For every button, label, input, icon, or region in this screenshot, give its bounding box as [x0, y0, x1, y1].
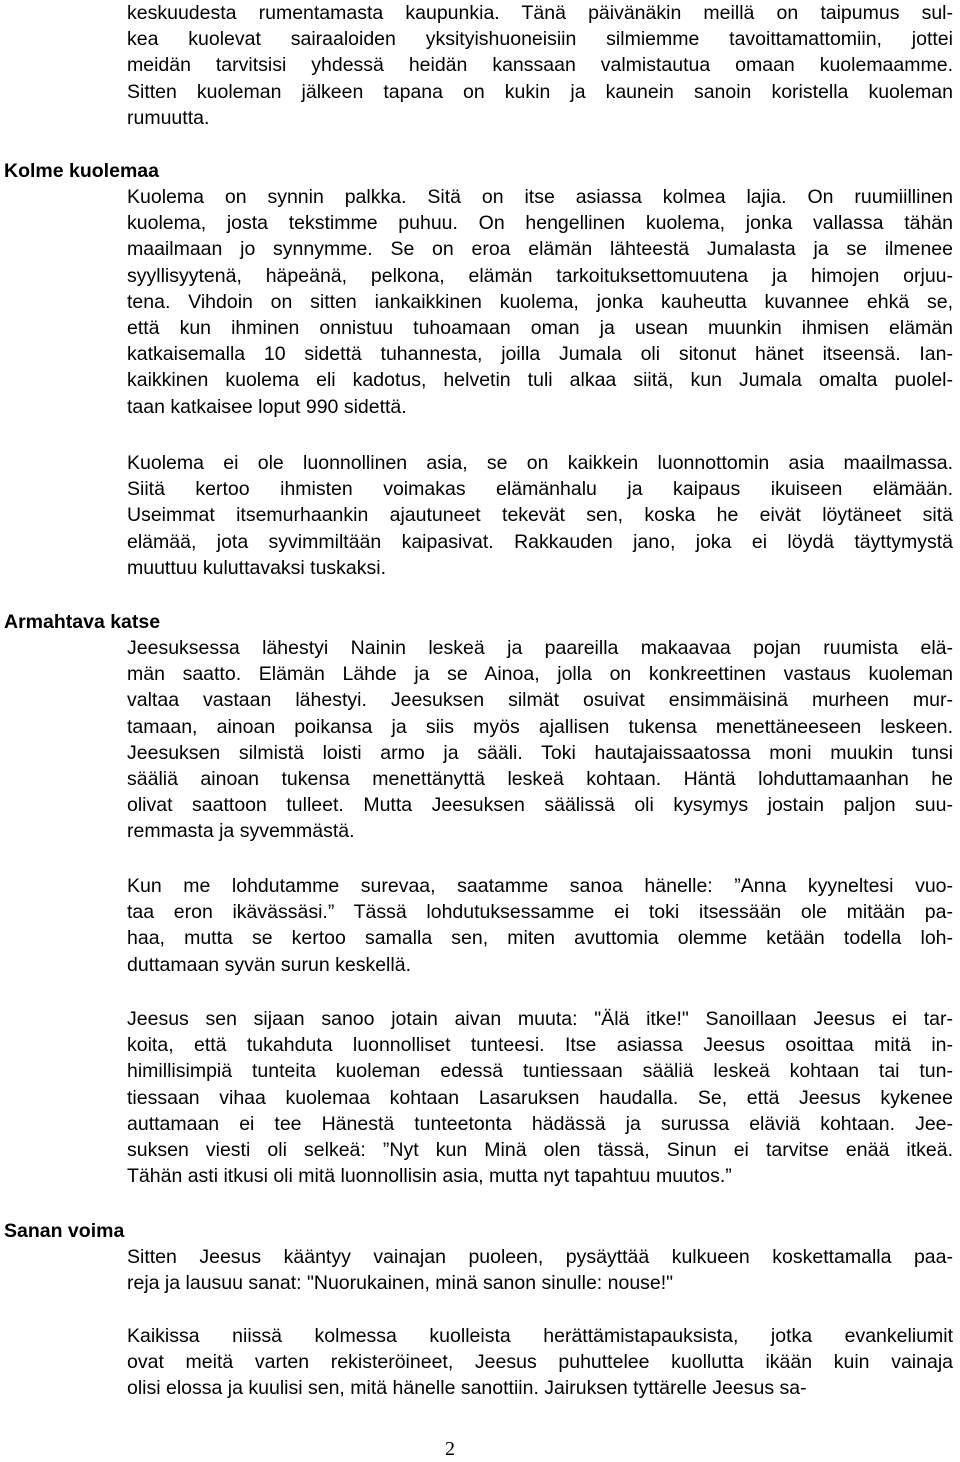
text-line: meidän tarvitsisi yhdessä heidän kanssaan valmistautua omaan kuolemaamme.	[127, 54, 953, 77]
section1-paragraph-1	[127, 184, 953, 420]
text-line: ovat meitä varten rekisteröineet, Jeesus puhuttelee kuollutta ikään kuin vainaja	[127, 1351, 953, 1374]
text-line: Sitten kuoleman jälkeen tapana on kukin ja kaunein sanoin koristella kuoleman	[127, 80, 953, 103]
text-line: tiessaan vihaa kuolemaa kohtaan Lasaruksen haudalla. Se, että Jeesus kykenee	[127, 1086, 953, 1109]
text-line: kea kuolevat sairaaloiden yksityishuoneisiin silmiemme tavoittamattomiin, jottei	[127, 28, 953, 51]
page-number: 2	[445, 1438, 455, 1460]
text-line: muuttuu kuluttavaksi tuskaksi.	[127, 556, 387, 579]
text-line: koita, että tukahduta luonnolliset tunteesi. Itse asiassa Jeesus osoittaa mitä in-	[127, 1034, 953, 1057]
text-line: kuolema, josta tekstimme puhuu. On hengellinen kuolema, jonka vallassa tähän	[127, 212, 953, 235]
text-line: olivat saattoon tulleet. Mutta Jeesuksen säälissä oli kysymys jostain paljon suu-	[127, 794, 953, 817]
section2-paragraph-2	[127, 873, 953, 978]
text-line: Tähän asti itkusi oli mitä luonnollisin asia, mutta nyt tapahtuu muutos.”	[127, 1165, 732, 1188]
text-line: himillisimpiä tunteita kuoleman edessä tuntiessaan sääliä leskeä kohtaan tai tun-	[127, 1060, 953, 1083]
section2-paragraph-3	[127, 1006, 953, 1189]
section-heading-armahtava-katse: Armahtava katse	[4, 611, 161, 633]
text-line: syyllisyytenä, häpeänä, pelkona, elämän tarkoituksettomuutena ja himojen orjuu-	[127, 264, 953, 287]
text-line: Useimmat itsemurhaankin ajautuneet tekevät sen, koska he eivät löytäneet sitä	[127, 504, 953, 527]
text-line: katkaisemalla 10 sidettä tuhannesta, joilla Jumala oli sitonut hänet itseensä. Ian-	[127, 343, 953, 366]
text-line: Siitä kertoo ihmisten voimakas elämänhalu ja kaipaus ikuiseen elämään.	[127, 478, 953, 501]
text-line: Jeesuksen silmistä loisti armo ja sääli. Toki hautajaissaatossa moni muukin tunsi	[127, 741, 953, 764]
text-line: taan katkaisee loput 990 sidettä.	[127, 395, 407, 418]
text-line: Kuolema on synnin palkka. Sitä on itse asiassa kolmea lajia. On ruumiillinen	[127, 186, 953, 208]
text-line: män saatto. Elämän Lähde ja se Ainoa, jolla on konkreettinen vastaus kuoleman	[127, 663, 953, 686]
text-line: tamaan, ainoan poikansa ja siis myös ajallisen tukensa menettäneeseen leskeen.	[127, 715, 953, 738]
text-line: tena. Vihdoin on sitten iankaikkinen kuolema, jonka kauheutta kuvannee ehkä se,	[127, 290, 953, 313]
section3-paragraph-1	[127, 1244, 953, 1296]
text-line: Kun me lohdutamme surevaa, saatamme sanoa hänelle: ”Anna kyyneltesi vuo-	[127, 875, 953, 897]
text-line: kaikkinen kuolema eli kadotus, helvetin tuli alkaa siitä, kun Jumala omalta puolel-	[127, 369, 953, 392]
text-line: taa eron ikävässäsi.” Tässä lohdutuksessamme ei toki itsessään ole mitään pa-	[127, 901, 953, 924]
section-heading-kolme-kuolemaa: Kolme kuolemaa	[4, 160, 159, 182]
text-line: rumuutta.	[127, 106, 210, 129]
section1-paragraph-2	[127, 450, 953, 581]
text-line: valtaa vastaan lähestyi. Jeesuksen silmät osuivat ensimmäisinä murheen mur-	[127, 689, 953, 712]
text-line: että kun ihminen onnistuu tuhoamaan oman ja usean muunkin ihmisen elämän	[127, 317, 953, 340]
text-line: haa, mutta se kertoo samalla sen, miten avuttomia olemme ketään todella loh-	[127, 927, 953, 950]
intro-paragraph	[127, 0, 953, 131]
text-line: reja ja lausuu sanat: "Nuorukainen, minä sanon sinulle: nouse!"	[127, 1272, 674, 1295]
section2-paragraph-1	[127, 635, 953, 845]
text-line: remmasta ja syvemmästä.	[127, 820, 355, 843]
section3-paragraph-2	[127, 1323, 953, 1402]
text-line: Kuolema ei ole luonnollinen asia, se on kaikkein luonnottomin asia maailmassa.	[127, 452, 953, 474]
text-line: keskuudesta rumentamasta kaupunkia. Tänä päivänäkin meillä on taipumus sul-	[127, 2, 953, 24]
text-line: Jeesuksessa lähestyi Nainin leskeä ja paareilla makaavaa pojan ruumista elä-	[127, 637, 953, 659]
text-line: Kaikissa niissä kolmessa kuolleista herättämistapauksista, jotka evankeliumit	[127, 1325, 953, 1347]
text-line: maailmaan jo synnymme. Se on eroa elämän lähteestä Jumalasta ja se ilmenee	[127, 238, 953, 261]
text-line: auttamaan ei tee Hänestä tunteetonta hädässä ja surussa eläviä kohtaan. Jee-	[127, 1112, 953, 1135]
text-line: sääliä ainoan tukensa menettänyttä leskeä kohtaan. Häntä lohduttamaanhan he	[127, 768, 953, 791]
text-line: olisi elossa ja kuulisi sen, mitä hänelle sanottiin. Jairuksen tyttärelle Jeesus sa-	[127, 1377, 807, 1400]
text-line: Jeesus sen sijaan sanoo jotain aivan muuta: "Älä itke!" Sanoillaan Jeesus ei tar-	[127, 1008, 953, 1030]
text-line: suksen viesti oli selkeä: ”Nyt kun Minä olen tässä, Sinun ei tarvitse enää itkeä.	[127, 1139, 953, 1162]
text-line: elämää, jota syvimmiltään kaipasivat. Rakkauden jano, joka ei löydä täyttymystä	[127, 530, 953, 553]
section-heading-sanan-voima: Sanan voima	[4, 1220, 125, 1242]
text-line: Sitten Jeesus kääntyy vainajan puoleen, pysäyttää kulkueen koskettamalla paa-	[127, 1246, 953, 1268]
text-line: duttamaan syvän surun keskellä.	[127, 953, 411, 976]
